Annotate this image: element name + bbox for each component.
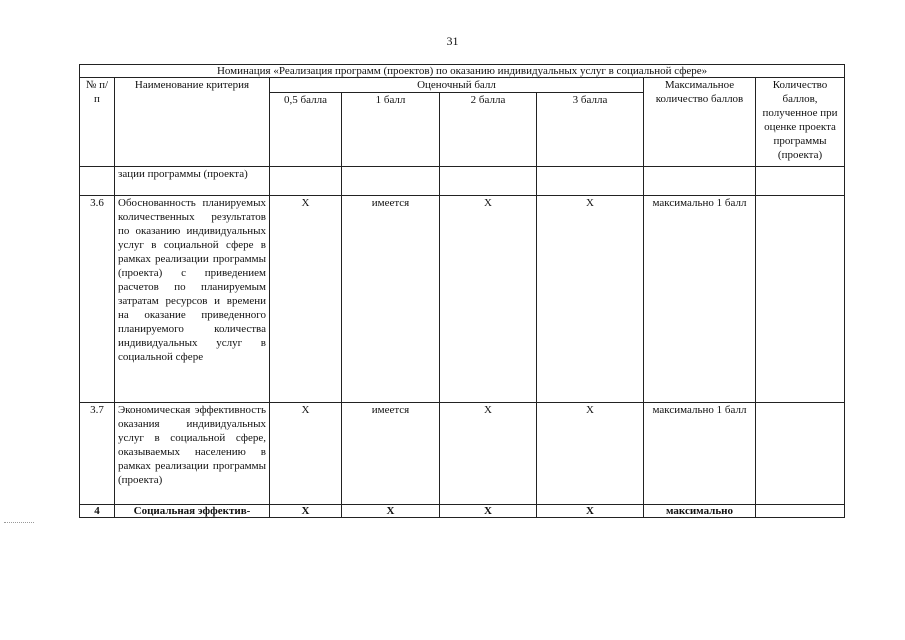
max-score-cell xyxy=(644,167,756,196)
received-score-cell xyxy=(756,196,845,403)
criterion-name: Социальная эффектив- xyxy=(115,505,270,518)
criterion-name: Экономическая эффективность оказания индивидуальных услуг в социальной сфере, оказываемых населению в рамках реализации программы (проекта) xyxy=(115,403,270,505)
row-number: 3.7 xyxy=(80,403,115,505)
max-score-cell: максимально 1 балл xyxy=(644,196,756,403)
score-05-cell: Х xyxy=(270,403,342,505)
score-05-cell xyxy=(270,167,342,196)
header-number: № п/п xyxy=(80,78,115,167)
score-2-cell: Х xyxy=(440,403,537,505)
table-row xyxy=(80,403,845,505)
table-row xyxy=(80,196,845,403)
score-1-cell: Х xyxy=(342,505,440,518)
table-row xyxy=(80,505,845,518)
criterion-name: зации программы (проекта) xyxy=(115,167,270,196)
score-1-cell xyxy=(342,167,440,196)
header-criterion-name: Наименование критерия xyxy=(115,78,270,167)
score-1-cell: имеется xyxy=(342,403,440,505)
score-05-cell: Х xyxy=(270,505,342,518)
row-number: 3.6 xyxy=(80,196,115,403)
header-score-3: 3 балла xyxy=(537,93,644,167)
scan-artifact xyxy=(4,522,34,524)
score-05-cell: Х xyxy=(270,196,342,403)
score-2-cell: Х xyxy=(440,196,537,403)
nomination-title: Номинация «Реализация программ (проектов) по оказанию индивидуальных услуг в социальной сфере» xyxy=(80,65,845,78)
score-3-cell: Х xyxy=(537,196,644,403)
row-number: 4 xyxy=(80,505,115,518)
score-3-cell xyxy=(537,167,644,196)
row-number xyxy=(80,167,115,196)
header-score-group: Оценочный балл xyxy=(270,78,644,93)
header-score-05: 0,5 балла xyxy=(270,93,342,167)
score-2-cell: Х xyxy=(440,505,537,518)
received-score-cell xyxy=(756,505,845,518)
criterion-name: Обоснованность планируемых количественных результатов по оказанию индивидуальных услуг в социальной сфере в рамках реализации программы (проекта) с приведением расчетов по планируемым затратам ресурсов и времени на оказание приведенного планируемого количества индивидуальных услуг в социальной сфере xyxy=(115,196,270,403)
received-score-cell xyxy=(756,167,845,196)
score-2-cell xyxy=(440,167,537,196)
table-row xyxy=(80,167,845,196)
header-received-score: Количество баллов, полученное при оценке проекта программы (проекта) xyxy=(756,78,845,167)
page-number: 31 xyxy=(446,34,459,48)
max-score-cell: максимально 1 балл xyxy=(644,403,756,505)
header-score-1: 1 балл xyxy=(342,93,440,167)
header-max-score: Максимальное количество баллов xyxy=(644,78,756,167)
score-3-cell: Х xyxy=(537,505,644,518)
criteria-table xyxy=(79,64,845,518)
received-score-cell xyxy=(756,403,845,505)
score-3-cell: Х xyxy=(537,403,644,505)
max-score-cell: максимально xyxy=(644,505,756,518)
score-1-cell: имеется xyxy=(342,196,440,403)
header-score-2: 2 балла xyxy=(440,93,537,167)
